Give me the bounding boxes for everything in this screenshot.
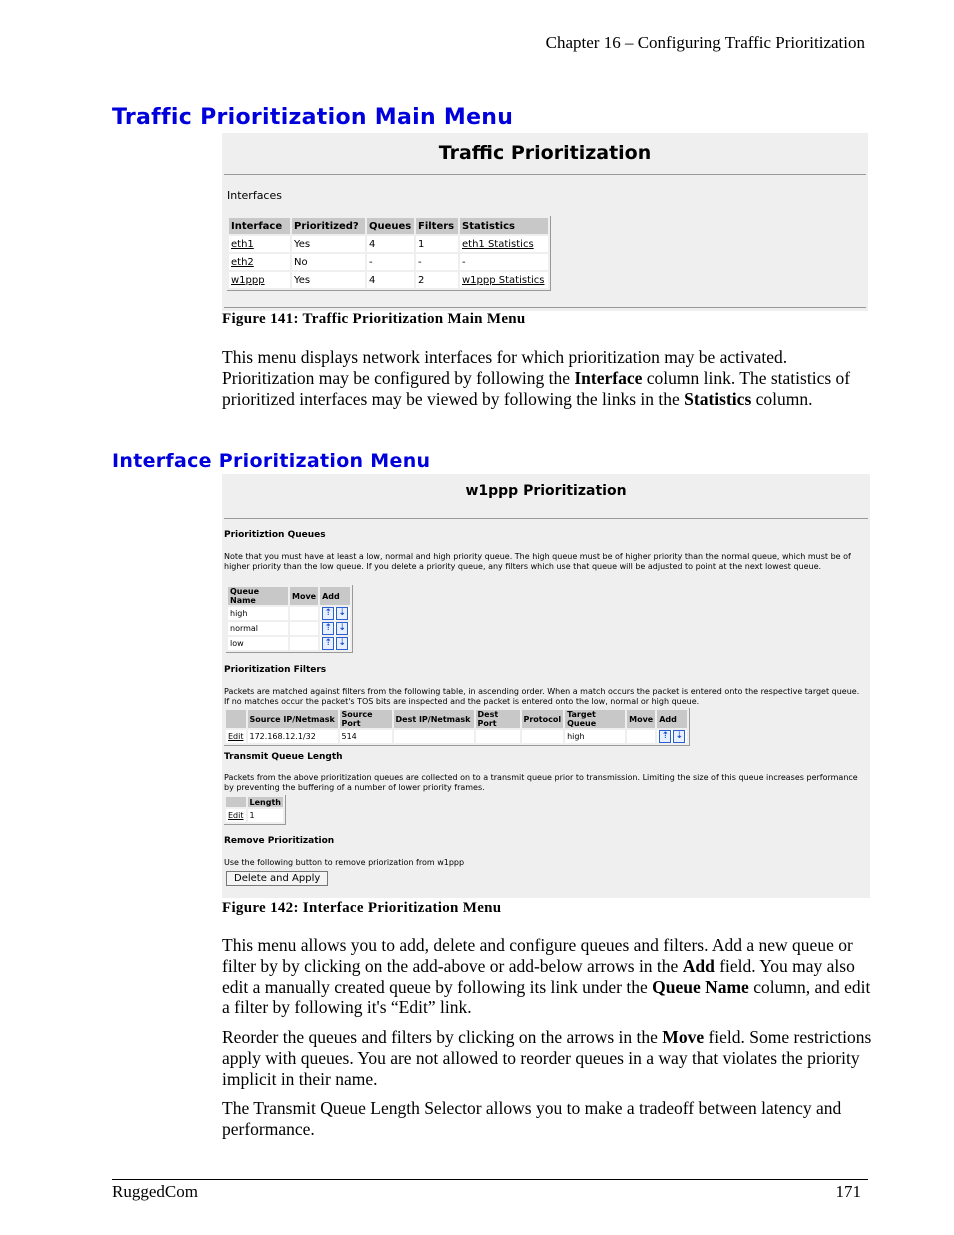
txq-note: Packets from the above prioritization queues are collected on to a transmit queue prior to transmission. Limiting the size of this queue increases performance by preventing the buffering of a number of lower priority frames. — [224, 773, 858, 792]
column-header: Length — [249, 797, 281, 807]
interfaces-table — [227, 216, 551, 291]
table-header-row — [226, 797, 283, 807]
column-header: Statistics — [460, 218, 548, 234]
column-header: Add — [320, 587, 350, 605]
add-above-arrow-icon[interactable]: ⇡ — [659, 730, 671, 743]
table-cell: - — [367, 254, 414, 270]
queue-name[interactable]: low — [228, 637, 288, 650]
table-cell: 1 — [248, 809, 283, 822]
table-cell: Yes — [292, 236, 365, 252]
move-cell — [290, 607, 318, 620]
add-above-arrow-icon[interactable]: ⇡ — [322, 607, 334, 620]
page-number: 171 — [835, 1182, 861, 1201]
table-cell: - — [416, 254, 458, 270]
table-row — [228, 622, 350, 635]
footer-rule — [112, 1179, 868, 1180]
column-header: Interface — [229, 218, 290, 234]
move-cell — [627, 730, 655, 743]
table-header-row — [229, 218, 548, 234]
edit-length-link[interactable]: Edit — [228, 811, 244, 820]
column-header: Move — [290, 587, 318, 605]
filters-label: Prioritization Filters — [224, 665, 327, 675]
column-header: Target Queue — [565, 710, 625, 728]
table-row — [229, 236, 548, 252]
screenshot-interface-prioritization — [222, 474, 870, 898]
queues-label: Prioritiztion Queues — [224, 530, 326, 540]
statistics-link[interactable]: w1ppp Statistics — [460, 272, 548, 288]
add-above-arrow-icon[interactable]: ⇡ — [322, 637, 334, 650]
running-header: Chapter 16 – Configuring Traffic Prioritization — [545, 33, 865, 52]
table-row — [226, 809, 283, 822]
figure-caption: Figure 142: Interface Prioritization Menu — [222, 900, 502, 916]
add-below-arrow-icon[interactable]: ⇣ — [336, 607, 348, 620]
add-below-arrow-icon[interactable]: ⇣ — [336, 637, 348, 650]
txq-label: Transmit Queue Length — [224, 752, 343, 762]
txq-table — [224, 795, 286, 825]
add-cell — [320, 637, 350, 650]
add-cell — [320, 607, 350, 620]
column-header — [226, 710, 246, 728]
queue-name[interactable]: normal — [228, 622, 288, 635]
column-header: Prioritized? — [292, 218, 365, 234]
paragraph: The Transmit Queue Length Selector allows you to make a tradeoff between latency and performance. — [222, 1098, 842, 1139]
column-header: Dest IP/Netmask — [394, 710, 474, 728]
column-header: Source Port — [340, 710, 392, 728]
divider — [224, 518, 868, 519]
table-cell: 4 — [367, 236, 414, 252]
table-cell: 1 — [416, 236, 458, 252]
footer-company: RuggedCom — [112, 1182, 198, 1201]
table-cell: 514 — [340, 730, 392, 743]
table-row — [228, 607, 350, 620]
queue-name[interactable]: high — [228, 607, 288, 620]
add-below-arrow-icon[interactable]: ⇣ — [673, 730, 685, 743]
interface-link[interactable]: w1ppp — [229, 272, 290, 288]
section-heading-main-menu: Traffic Prioritization Main Menu — [112, 105, 514, 130]
table-header-row — [226, 710, 687, 728]
move-cell — [290, 622, 318, 635]
section-heading-interface-menu: Interface Prioritization Menu — [112, 450, 431, 472]
column-header: Dest Port — [476, 710, 520, 728]
table-header-row — [228, 587, 350, 605]
table-cell: Yes — [292, 272, 365, 288]
add-below-arrow-icon[interactable]: ⇣ — [336, 622, 348, 635]
paragraph: Reorder the queues and filters by clicking on the arrows in the Move field. Some restrictions apply with queues. You are not allowed to reorder queues in a way that violates the priority implicit in their name. — [222, 1027, 872, 1089]
add-cell — [320, 622, 350, 635]
table-cell — [476, 730, 520, 743]
screenshot-traffic-prioritization — [222, 133, 868, 311]
divider — [224, 307, 866, 308]
table-row — [229, 254, 548, 270]
queues-note: Note that you must have at least a low, normal and high priority queue. The high queue must be of higher priority than the normal queue, which must be of higher priority than the low queue. If you delete a priority queue, any filters which use that queue will be adjusted to point at the next lowest queue. — [224, 552, 851, 571]
column-header: Move — [627, 710, 655, 728]
paragraph: This menu displays network interfaces for which prioritization may be activated. Prioritization may be configured by following the Interface column link. The statistics of prioritized interfaces may be viewed by following the links in the Statistics column. — [222, 347, 851, 409]
figure-caption: Figure 141: Traffic Prioritization Main Menu — [222, 311, 526, 327]
column-header: Filters — [416, 218, 458, 234]
table-cell: No — [292, 254, 365, 270]
column-header — [226, 797, 246, 807]
table-row — [229, 272, 548, 288]
interface-link[interactable]: eth2 — [229, 254, 290, 270]
table-row — [228, 637, 350, 650]
table-cell: high — [565, 730, 625, 743]
table-cell — [522, 730, 564, 743]
statistics-link[interactable]: eth1 Statistics — [460, 236, 548, 252]
delete-and-apply-button[interactable]: Delete and Apply — [226, 871, 328, 886]
edit-filter-link[interactable]: Edit — [228, 732, 244, 741]
column-header: Add — [657, 710, 687, 728]
interfaces-label: Interfaces — [227, 189, 282, 202]
remove-label: Remove Prioritization — [224, 836, 335, 846]
move-cell — [290, 637, 318, 650]
table-cell: - — [460, 254, 548, 270]
table-cell: 2 — [416, 272, 458, 288]
add-cell — [657, 730, 687, 743]
table-cell — [394, 730, 474, 743]
interface-link[interactable]: eth1 — [229, 236, 290, 252]
remove-note: Use the following button to remove priorization from w1ppp — [224, 858, 465, 867]
paragraph: This menu allows you to add, delete and configure queues and filters. Add a new queue or filter by by clicking on the add-above or add-below arrows in the Add field. You may also edit a manually created queue by following its link under the Queue Name column, and edit a filter by following it's “Edit” link. — [222, 935, 871, 1018]
filters-table — [224, 708, 690, 746]
table-cell: 4 — [367, 272, 414, 288]
filters-note: Packets are matched against filters from the following table, in ascending order. When a match occurs the packet is entered onto the respective target queue. If no matches occur the packet's TOS bits are inspected and the packet is entered onto the low, normal or high queue. — [224, 687, 860, 706]
screenshot-title: Traffic Prioritization — [438, 142, 652, 164]
screenshot-title: w1ppp Prioritization — [465, 483, 627, 499]
column-header: Source IP/Netmask — [248, 710, 338, 728]
column-header: Queues — [367, 218, 414, 234]
column-header: Queue Name — [228, 587, 288, 605]
table-row — [226, 730, 687, 743]
add-above-arrow-icon[interactable]: ⇡ — [322, 622, 334, 635]
table-cell: 172.168.12.1/32 — [248, 730, 338, 743]
queues-table — [226, 585, 353, 653]
column-header: Protocol — [522, 710, 564, 728]
divider — [224, 174, 866, 175]
